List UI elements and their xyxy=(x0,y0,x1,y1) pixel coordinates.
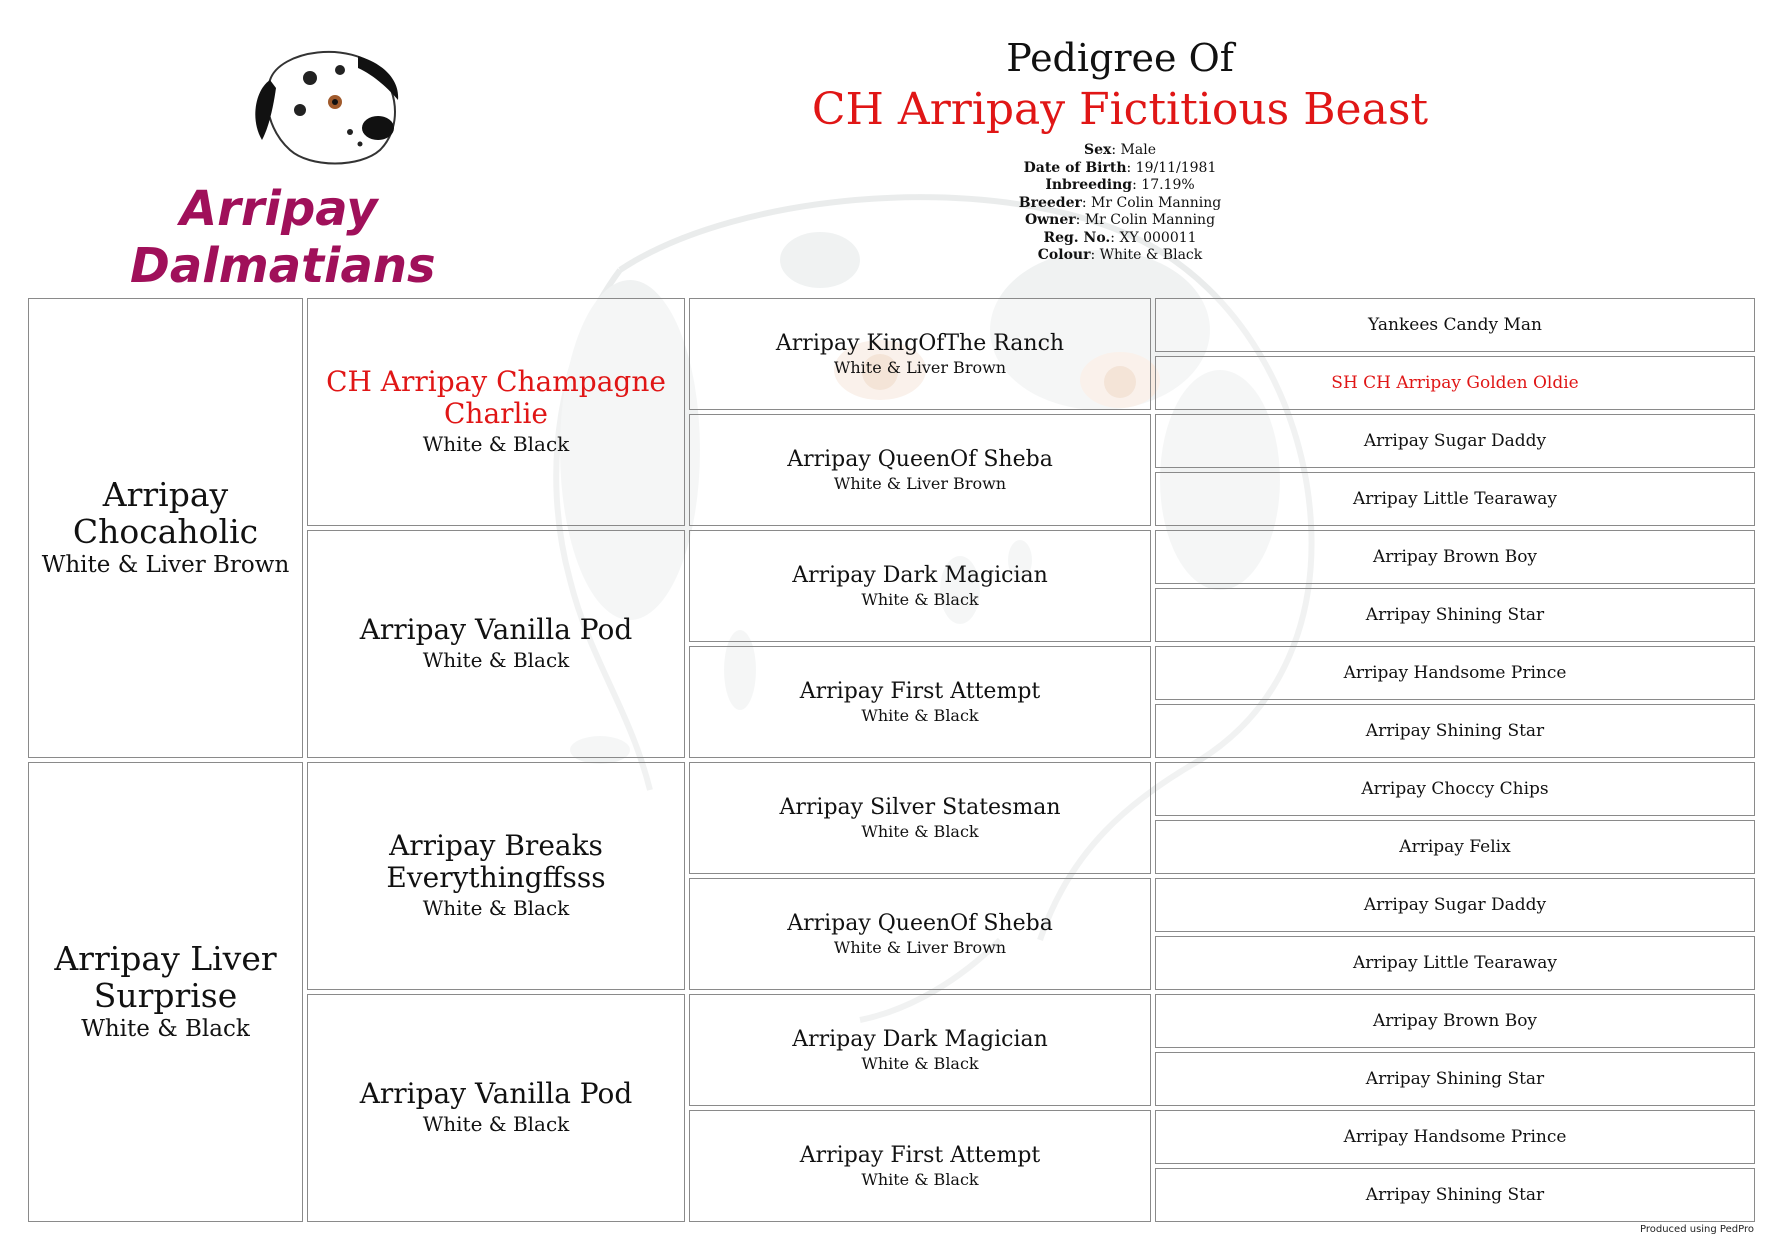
dog-colour: White & Black xyxy=(422,432,570,456)
pedigree-cell-gen4 xyxy=(1155,414,1755,468)
dog-name: Arripay Little Tearaway xyxy=(1352,953,1558,973)
dog-name: Arripay Vanilla Pod xyxy=(359,613,633,646)
dog-name: Arripay QueenOf Sheba xyxy=(787,447,1053,472)
pedigree-cell-gen4 xyxy=(1155,530,1755,584)
dog-colour: White & Black xyxy=(861,1054,979,1073)
pedigree-cell-gen3 xyxy=(689,298,1151,410)
dog-name: Arripay Shining Star xyxy=(1365,1069,1545,1089)
dog-colour: White & Black xyxy=(81,1016,250,1042)
pedigree-cell-gen4 xyxy=(1155,472,1755,526)
pedigree-cell-gen4 xyxy=(1155,704,1755,758)
dog-name: Arripay First Attempt xyxy=(799,679,1041,704)
produced-by-note: Produced using PedPro xyxy=(1640,1224,1754,1235)
kennel-logo xyxy=(60,40,436,294)
dog-name: Arripay Shining Star xyxy=(1365,1185,1545,1205)
title-prefix: Pedigree Of xyxy=(1006,36,1234,80)
dog-colour: White & Black xyxy=(861,706,979,725)
pedigree-cell-gen4 xyxy=(1155,820,1755,874)
dog-name: Arripay First Attempt xyxy=(799,1143,1041,1168)
pedigree-cell-gen4 xyxy=(1155,588,1755,642)
pedigree-cell-gen4 xyxy=(1155,762,1755,816)
pedigree-cell-gen3 xyxy=(689,994,1151,1106)
dog-colour: White & Black xyxy=(422,896,570,920)
dog-name: SH CH Arripay Golden Oldie xyxy=(1331,373,1579,393)
dog-colour: White & Black xyxy=(861,822,979,841)
dog-name: Arripay Dark Magician xyxy=(792,563,1048,588)
dog-name: Arripay KingOfThe Ranch xyxy=(775,331,1065,356)
pedigree-cell-gen4 xyxy=(1155,1110,1755,1164)
dog-colour: White & Liver Brown xyxy=(41,552,290,578)
dog-name: Arripay Dark Magician xyxy=(792,1027,1048,1052)
dog-name: CH Arripay Fictitious Beast xyxy=(811,84,1429,135)
pedigree-cell-gen4 xyxy=(1155,936,1755,990)
dog-name: Arripay Little Tearaway xyxy=(1352,489,1558,509)
dog-colour: White & Black xyxy=(422,648,570,672)
pedigree-cell-gen3 xyxy=(689,1110,1151,1222)
pedigree-cell-gen2 xyxy=(307,762,685,990)
pedigree-cell-gen3 xyxy=(689,762,1151,874)
pedigree-cell-gen4 xyxy=(1155,298,1755,352)
dog-name: Arripay Liver Surprise xyxy=(54,939,277,1015)
detail-date-of-birth: Date of Birth: 19/11/1981 xyxy=(1023,159,1217,176)
pedigree-cell-gen4 xyxy=(1155,646,1755,700)
dog-colour: White & Liver Brown xyxy=(833,474,1007,493)
dalmatian-head-icon xyxy=(240,40,410,170)
dog-name: CH Arripay Champagne Charlie xyxy=(326,365,666,430)
pedigree-cell-gen1 xyxy=(28,298,303,758)
pedigree-cell-gen3 xyxy=(689,530,1151,642)
dog-name: Arripay Handsome Prince xyxy=(1343,663,1567,683)
detail-inbreeding: Inbreeding: 17.19% xyxy=(1045,177,1195,193)
dog-colour: White & Black xyxy=(422,1112,570,1136)
dog-colour: White & Black xyxy=(861,1170,979,1189)
pedigree-cell-gen4 xyxy=(1155,1052,1755,1106)
dog-name: Arripay Handsome Prince xyxy=(1343,1127,1567,1147)
pedigree-cell-gen3 xyxy=(689,646,1151,758)
dog-name: Arripay Brown Boy xyxy=(1372,547,1538,567)
dog-name: Arripay Silver Statesman xyxy=(779,795,1061,820)
detail-colour: Colour: White & Black xyxy=(1037,247,1203,263)
dog-colour: White & Liver Brown xyxy=(833,358,1007,377)
dog-name: Arripay QueenOf Sheba xyxy=(787,911,1053,936)
pedigree-header xyxy=(780,36,1460,265)
pedigree-cell-gen4 xyxy=(1155,994,1755,1048)
dog-name: Arripay Shining Star xyxy=(1365,721,1545,741)
pedigree-cell-gen2 xyxy=(307,298,685,526)
logo-line-2: Dalmatians xyxy=(130,238,436,294)
pedigree-cell-gen4 xyxy=(1155,878,1755,932)
pedigree-cell-gen4 xyxy=(1155,356,1755,410)
dog-name: Arripay Vanilla Pod xyxy=(359,1077,633,1110)
dog-name: Arripay Sugar Daddy xyxy=(1363,431,1547,451)
pedigree-cell-gen4 xyxy=(1155,1168,1755,1222)
dog-name: Arripay Choccy Chips xyxy=(1361,779,1549,799)
pedigree-cell-gen1 xyxy=(28,762,303,1222)
pedigree-cell-gen3 xyxy=(689,878,1151,990)
dog-name: Arripay Felix xyxy=(1399,837,1511,857)
detail-breeder: Breeder: Mr Colin Manning xyxy=(1018,194,1222,211)
dog-name: Arripay Sugar Daddy xyxy=(1363,895,1547,915)
dog-colour: White & Liver Brown xyxy=(833,938,1007,957)
detail-reg-no: Reg. No.: XY 000011 xyxy=(1043,229,1197,246)
dog-name: Arripay Breaks Everythingffsss xyxy=(386,829,606,894)
dog-name: Arripay Chocaholic xyxy=(72,475,259,551)
logo-line-1: Arripay xyxy=(180,181,378,237)
dog-details xyxy=(780,142,1460,265)
detail-sex: Sex: Male xyxy=(1084,142,1156,158)
dog-colour: White & Black xyxy=(861,590,979,609)
detail-owner: Owner: Mr Colin Manning xyxy=(1024,212,1216,228)
dog-name: Arripay Shining Star xyxy=(1365,605,1545,625)
dog-name: Arripay Brown Boy xyxy=(1372,1011,1538,1031)
pedigree-cell-gen2 xyxy=(307,994,685,1222)
pedigree-cell-gen2 xyxy=(307,530,685,758)
dog-name: Yankees Candy Man xyxy=(1367,315,1542,335)
pedigree-cell-gen3 xyxy=(689,414,1151,526)
